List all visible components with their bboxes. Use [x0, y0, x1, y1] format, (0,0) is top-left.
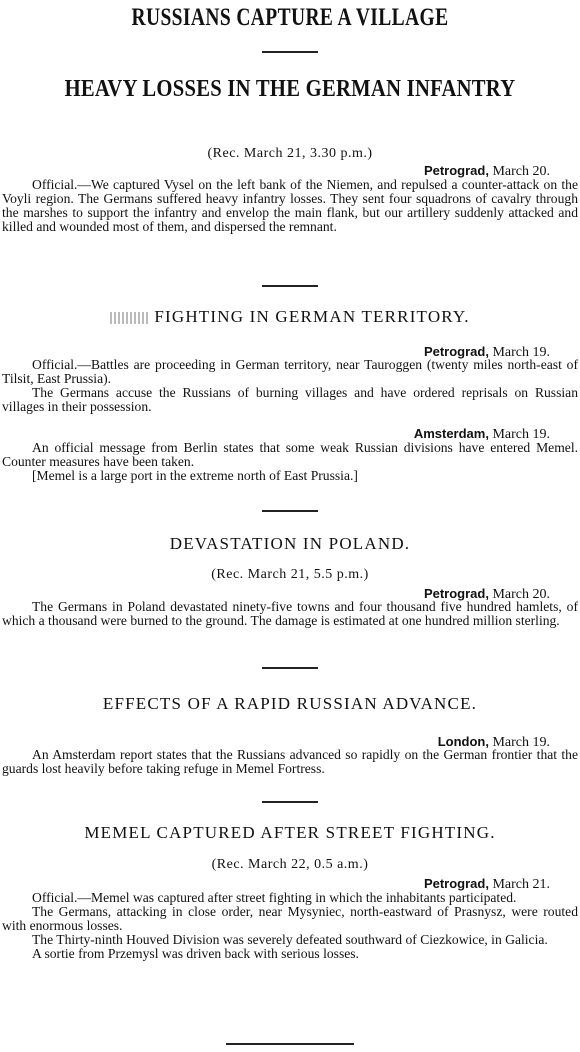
- divider-rule: [262, 801, 318, 803]
- paragraph: A sortie from Przemysl was driven back with serious losses.: [32, 946, 359, 961]
- article-body: [2, 441, 578, 483]
- article-body: [2, 178, 578, 234]
- dateline-date: March 19.: [492, 735, 550, 750]
- section-title: MEMEL CAPTURED AFTER STREET FIGHTING.: [84, 823, 496, 842]
- dateline-date: March 21.: [492, 877, 550, 892]
- paragraph: Official.—Battles are proceeding in German territory, near Tauroggen (twenty miles north-east of Tilsit, East Prussia).: [2, 357, 578, 386]
- divider-rule: [262, 667, 318, 669]
- received-time: (Rec. March 22, 0.5 a.m.): [211, 857, 369, 872]
- dateline-place: Petrograd,: [423, 344, 489, 359]
- headline: RUSSIANS CAPTURE A VILLAGE: [131, 4, 449, 31]
- received-time: (Rec. March 21, 5.5 p.m.): [211, 567, 369, 582]
- paragraph: The Germans in Poland devastated ninety-five towns and four thousand five hundred hamlets, of which a thousand were burned to the ground. The damage is estimated at one hundred million sterling.: [2, 599, 578, 628]
- subheadline: HEAVY LOSSES IN THE GERMAN INFANTRY: [64, 76, 516, 102]
- paragraph: The Germans accuse the Russians of burning villages and have ordered reprisals on Russian villages in their possession.: [2, 385, 578, 414]
- article-body: [2, 600, 578, 628]
- dateline-place: Petrograd,: [423, 163, 489, 178]
- paragraph: [Memel is a large port in the extreme north of East Prussia.]: [32, 468, 358, 483]
- dateline-date: March 20.: [492, 164, 550, 179]
- section-title: FIGHTING IN GERMAN TERRITORY.: [0, 307, 580, 327]
- divider-rule: [262, 285, 318, 287]
- dateline-date: March 19.: [492, 345, 550, 360]
- dateline-place: Petrograd,: [423, 586, 489, 601]
- dateline-place: Petrograd,: [423, 876, 489, 891]
- divider-rule: [262, 510, 318, 512]
- paragraph: Official.—Memel was captured after street fighting in which the inhabitants participated.: [32, 890, 517, 905]
- divider-rule: [262, 51, 318, 53]
- end-rule: [226, 1043, 354, 1045]
- paragraph: An Amsterdam report states that the Russians advanced so rapidly on the German frontier that the guards lost heavily before taking refuge in Memel Fortress.: [2, 747, 578, 776]
- paragraph: An official message from Berlin states that some weak Russian divisions have entered Memel. Counter measures have been taken.: [2, 440, 578, 469]
- dateline-date: March 19.: [492, 427, 550, 442]
- dateline-place: London,: [437, 734, 489, 749]
- paragraph: The Germans, attacking in close order, near Mysyniec, north-eastward of Prasnysz, were routed with enormous losses.: [2, 904, 578, 933]
- received-time: (Rec. March 21, 3.30 p.m.): [207, 146, 373, 161]
- dateline-date: March 20.: [492, 587, 550, 602]
- paragraph: The Thirty-ninth Houved Division was severely defeated southward of Ciezkowice, in Galicia.: [32, 932, 548, 947]
- article-body: [2, 891, 578, 961]
- paragraph: Official.—We captured Vysel on the left bank of the Niemen, and repulsed a counter-attack on the Voyli region. The Germans suffered heavy infantry losses. They sent four squadrons of cavalry through the marshes to support the infantry and envelop the main flank, but our artillery suddenly attacked and killed and wounded most of them, and dispersed the remnant.: [2, 177, 578, 234]
- section-title: DEVASTATION IN POLAND.: [169, 534, 411, 553]
- article-body: [2, 748, 578, 776]
- dateline-place: Amsterdam,: [413, 426, 489, 441]
- article-body: [2, 358, 578, 414]
- section-title: EFFECTS OF A RAPID RUSSIAN ADVANCE.: [102, 694, 478, 713]
- smudged-text-mark: [110, 312, 148, 324]
